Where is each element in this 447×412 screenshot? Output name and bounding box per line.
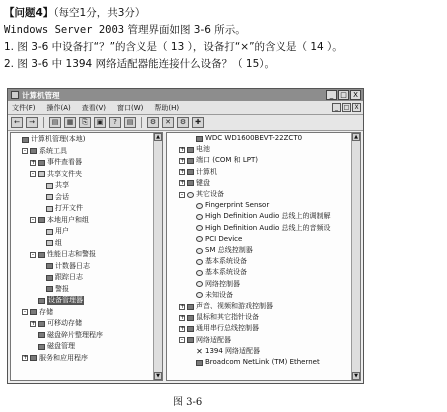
- update-driver-icon[interactable]: ⚙: [177, 117, 189, 128]
- device-list-pane: [166, 132, 361, 381]
- menu-action[interactable]: 操作(A): [46, 103, 71, 112]
- collapse-icon[interactable]: -: [31, 216, 35, 223]
- expand-icon[interactable]: +: [180, 302, 186, 310]
- device-icon: [38, 298, 45, 304]
- device-icon: [38, 217, 45, 223]
- tree-item[interactable]: [188, 347, 260, 356]
- tree-item[interactable]: [188, 358, 320, 367]
- window-title: 计算机管理: [22, 91, 60, 100]
- figure-caption: 图 3-6: [173, 397, 203, 408]
- device-icon: [30, 148, 37, 154]
- collapse-icon[interactable]: -: [23, 308, 27, 315]
- tree-item-label: 声音、视频和游戏控制器: [196, 302, 273, 310]
- tree-item[interactable]: [179, 190, 224, 199]
- tree-item-label: 网络适配器: [196, 335, 231, 344]
- device-icon: [196, 136, 203, 142]
- question-mark-device-icon: [187, 192, 194, 198]
- question-mark-device-icon: [196, 292, 203, 298]
- tree-item[interactable]: [179, 156, 258, 165]
- expand-icon[interactable]: +: [180, 145, 186, 153]
- tree-item-label: 存储: [39, 307, 53, 316]
- up-level-icon[interactable]: ▤: [49, 117, 61, 128]
- expand-icon[interactable]: +: [31, 158, 37, 166]
- device-icon: [30, 355, 37, 361]
- scroll-down-icon[interactable]: ▼: [352, 372, 360, 380]
- question-mark-device-icon: [196, 281, 203, 287]
- child-close-button[interactable]: X: [352, 103, 361, 112]
- tree-item-label: 性能日志和警报: [47, 250, 96, 258]
- question-mark-device-icon: [196, 236, 203, 242]
- forward-arrow-icon[interactable]: →: [26, 117, 38, 128]
- tree-item[interactable]: [188, 224, 331, 233]
- tree-item[interactable]: [188, 246, 253, 255]
- device-icon: [187, 158, 194, 164]
- scan-hardware-icon[interactable]: ⚙: [147, 117, 159, 128]
- tree-item[interactable]: [38, 181, 69, 190]
- tree-item-label: 键盘: [196, 178, 210, 187]
- tree-item-label: 可移动存储: [47, 319, 82, 327]
- question-heading-note: （每空1分，共3分）: [53, 7, 146, 19]
- menu-view[interactable]: 查看(V): [81, 103, 107, 112]
- device-icon: [187, 304, 194, 310]
- tree-item-label: 打开文件: [55, 204, 83, 212]
- tree-item-label: 组: [55, 238, 62, 247]
- device-icon: [22, 137, 29, 143]
- tree-item[interactable]: [188, 212, 331, 221]
- device-icon: [187, 180, 194, 186]
- tree-item[interactable]: [14, 135, 85, 144]
- tree-item-label: 磁盘管理: [47, 342, 75, 350]
- tree-item[interactable]: [38, 262, 90, 271]
- folder-icon: [46, 229, 53, 235]
- computer-management-icon: [11, 91, 19, 99]
- tree-item-label: 计算机管理(本地): [31, 135, 86, 143]
- tree-item-label: 未知设备: [205, 290, 233, 299]
- tree-item[interactable]: [38, 239, 62, 248]
- tree-item-label: 共享文件夹: [47, 169, 82, 178]
- show-tree-icon[interactable]: ▦: [64, 117, 76, 128]
- tree-item[interactable]: [179, 179, 210, 188]
- tree-item-label: 本地用户和组: [47, 215, 89, 224]
- console-tree-pane: [10, 132, 163, 381]
- left-scrollbar[interactable]: [153, 133, 162, 380]
- expand-icon[interactable]: +: [180, 313, 186, 321]
- question-text: [4, 5, 444, 73]
- device-icon: [196, 360, 203, 366]
- tree-item-label: 计数器日志: [55, 261, 90, 270]
- tree-item[interactable]: [30, 158, 82, 167]
- device-icon: [46, 263, 53, 269]
- tree-item[interactable]: [179, 336, 231, 345]
- tree-item-label: High Definition Audio 总线上的音频设: [205, 223, 331, 232]
- device-icon: [38, 252, 45, 258]
- close-button[interactable]: X: [350, 90, 361, 100]
- tree-item-label: 端口 (COM 和 LPT): [196, 156, 258, 165]
- collapse-icon[interactable]: -: [23, 147, 27, 154]
- tree-item-label: 鼠标和其它指针设备: [196, 313, 259, 322]
- tree-item[interactable]: [188, 280, 240, 289]
- question-item-1: 1. 图 3-6 中设备打“？”的含义是（ 13 ），设备打“×”的含义是（ 14 ）。: [4, 41, 343, 53]
- device-icon: [38, 332, 45, 338]
- enable-device-icon[interactable]: ✚: [192, 117, 204, 128]
- menu-bar: [8, 101, 363, 115]
- tree-item-label: PCI Device: [205, 234, 243, 243]
- child-window-controls: [332, 103, 361, 112]
- tree-item[interactable]: [188, 268, 247, 277]
- tree-item-label: 磁盘碎片整理程序: [47, 330, 103, 339]
- tree-item[interactable]: [30, 250, 96, 259]
- collapse-icon[interactable]: -: [180, 336, 184, 344]
- tree-item-label: WDC WD1600BEVT-22ZCT0: [205, 134, 303, 142]
- tree-item[interactable]: [179, 324, 259, 333]
- device-icon: [46, 286, 53, 292]
- device-icon: [38, 160, 45, 166]
- tree-item-label: 其它设备: [196, 190, 224, 198]
- tree-item[interactable]: [30, 331, 103, 340]
- toolbar-separator: [43, 117, 44, 128]
- tree-item-label: SM 总线控制器: [205, 246, 253, 254]
- toolbar: [8, 115, 363, 131]
- scroll-down-icon[interactable]: ▼: [154, 372, 162, 380]
- device-icon: [46, 275, 53, 281]
- tree-item[interactable]: [30, 342, 75, 351]
- tree-item[interactable]: [179, 168, 217, 177]
- tree-item[interactable]: [22, 354, 88, 363]
- tree-item-label: 系统工具: [39, 146, 67, 155]
- tree-item[interactable]: [188, 134, 302, 143]
- tree-item[interactable]: [179, 313, 259, 322]
- folder-icon: [46, 206, 53, 212]
- device-icon: [30, 309, 37, 315]
- question-heading: 【问题4】: [4, 7, 54, 19]
- tree-item-label: 基本系统设备: [205, 268, 247, 277]
- device-icon: [187, 326, 194, 332]
- export-list-icon[interactable]: ⎘: [79, 117, 91, 128]
- back-arrow-icon[interactable]: ←: [11, 117, 23, 128]
- expand-icon[interactable]: +: [180, 156, 186, 164]
- toolbar-separator: [141, 117, 142, 128]
- tree-item[interactable]: [188, 257, 247, 266]
- tree-item-label: 1394 网络适配器: [205, 346, 261, 355]
- question-mark-device-icon: [196, 225, 203, 231]
- disabled-device-icon: ✕: [196, 347, 203, 357]
- tree-item[interactable]: [38, 227, 69, 236]
- tree-item[interactable]: [30, 296, 84, 305]
- question-item-2: 2. 图 3-6 中 1394 网络适配器能连接什么设备？（ 15）。: [4, 58, 276, 70]
- maximize-button[interactable]: □: [338, 90, 349, 100]
- scroll-up-icon[interactable]: ▲: [352, 133, 360, 141]
- tree-item-label: 设备管理器: [48, 296, 83, 304]
- tree-item-label: Broadcom NetLink (TM) Ethernet: [205, 358, 320, 366]
- tree-item[interactable]: [30, 170, 82, 179]
- tree-item-label: 共享: [55, 181, 69, 189]
- tree-item[interactable]: [38, 285, 69, 294]
- computer-management-window: [7, 88, 364, 384]
- device-icon: [38, 344, 45, 350]
- tree-item-label: 服务和应用程序: [39, 353, 88, 362]
- tree-item-label: 会话: [55, 192, 69, 201]
- menu-window[interactable]: 窗口(W): [117, 103, 144, 112]
- tree-item[interactable]: [38, 204, 83, 213]
- tree-item-label: 网络控制器: [205, 279, 240, 288]
- properties-icon[interactable]: ▤: [124, 117, 136, 128]
- tree-item-label: High Definition Audio 总线上的调制解: [205, 212, 331, 221]
- tree-item[interactable]: [188, 201, 269, 210]
- scroll-up-icon[interactable]: ▲: [154, 133, 162, 141]
- tree-item[interactable]: [38, 193, 69, 202]
- menu-help[interactable]: 帮助(H): [154, 103, 180, 112]
- tree-item[interactable]: [179, 302, 273, 311]
- tree-item-label: 跟踪日志: [55, 273, 83, 281]
- folder-icon: [46, 240, 53, 246]
- tree-item[interactable]: [30, 216, 89, 225]
- question-intro-line: [4, 22, 444, 39]
- expand-icon[interactable]: +: [180, 324, 186, 332]
- question-heading-line: [4, 5, 444, 22]
- uninstall-icon[interactable]: ✕: [162, 117, 174, 128]
- tree-item[interactable]: [22, 308, 53, 317]
- tree-item[interactable]: [179, 145, 210, 154]
- tree-item[interactable]: [188, 235, 242, 244]
- minimize-button[interactable]: _: [326, 90, 337, 100]
- tree-item-label: 警报: [55, 284, 69, 293]
- question-intro-prefix: Windows Server 2003: [4, 24, 125, 36]
- expand-icon[interactable]: +: [31, 319, 37, 327]
- question-mark-device-icon: [196, 259, 203, 265]
- tree-item-label: Fingerprint Sensor: [205, 201, 270, 210]
- device-icon: [187, 337, 194, 343]
- collapse-icon[interactable]: -: [31, 170, 35, 177]
- collapse-icon[interactable]: -: [180, 190, 184, 198]
- child-minimize-button[interactable]: _: [332, 103, 341, 112]
- folder-icon: [46, 183, 53, 189]
- question-mark-device-icon: [196, 248, 203, 254]
- help-icon[interactable]: ?: [109, 117, 121, 128]
- device-icon: [187, 315, 194, 321]
- print-icon[interactable]: ▣: [94, 117, 106, 128]
- window-titlebar: [8, 89, 363, 101]
- tree-item-label: 电池: [196, 145, 210, 154]
- expand-icon[interactable]: +: [180, 168, 186, 176]
- expand-icon[interactable]: +: [23, 354, 29, 361]
- tree-item-label: 基本系统设备: [205, 257, 247, 266]
- question-mark-device-icon: [196, 203, 203, 209]
- tree-item-label: 事件查看器: [47, 158, 82, 166]
- tree-item-label: 通用串行总线控制器: [196, 324, 259, 333]
- menu-file[interactable]: 文件(F): [12, 103, 36, 112]
- right-scrollbar[interactable]: [351, 133, 360, 380]
- tree-item-label: 用户: [55, 227, 69, 235]
- device-icon: [187, 147, 194, 153]
- folder-icon: [46, 194, 53, 200]
- folder-icon: [38, 171, 45, 177]
- tree-item-label: 计算机: [196, 167, 217, 176]
- child-restore-button[interactable]: □: [343, 104, 350, 111]
- question-mark-device-icon: [196, 214, 203, 220]
- window-controls: [326, 90, 361, 100]
- tree-item[interactable]: [30, 319, 82, 328]
- question-mark-device-icon: [196, 270, 203, 276]
- device-icon: [187, 169, 194, 175]
- collapse-icon[interactable]: -: [31, 250, 35, 258]
- tree-item[interactable]: [22, 147, 67, 156]
- expand-icon[interactable]: +: [180, 179, 186, 187]
- device-icon: [38, 321, 45, 327]
- tree-item[interactable]: [188, 291, 233, 300]
- tree-item[interactable]: [38, 273, 83, 282]
- question-intro-suffix: 管理界面如图 3-6 所示。: [127, 24, 246, 36]
